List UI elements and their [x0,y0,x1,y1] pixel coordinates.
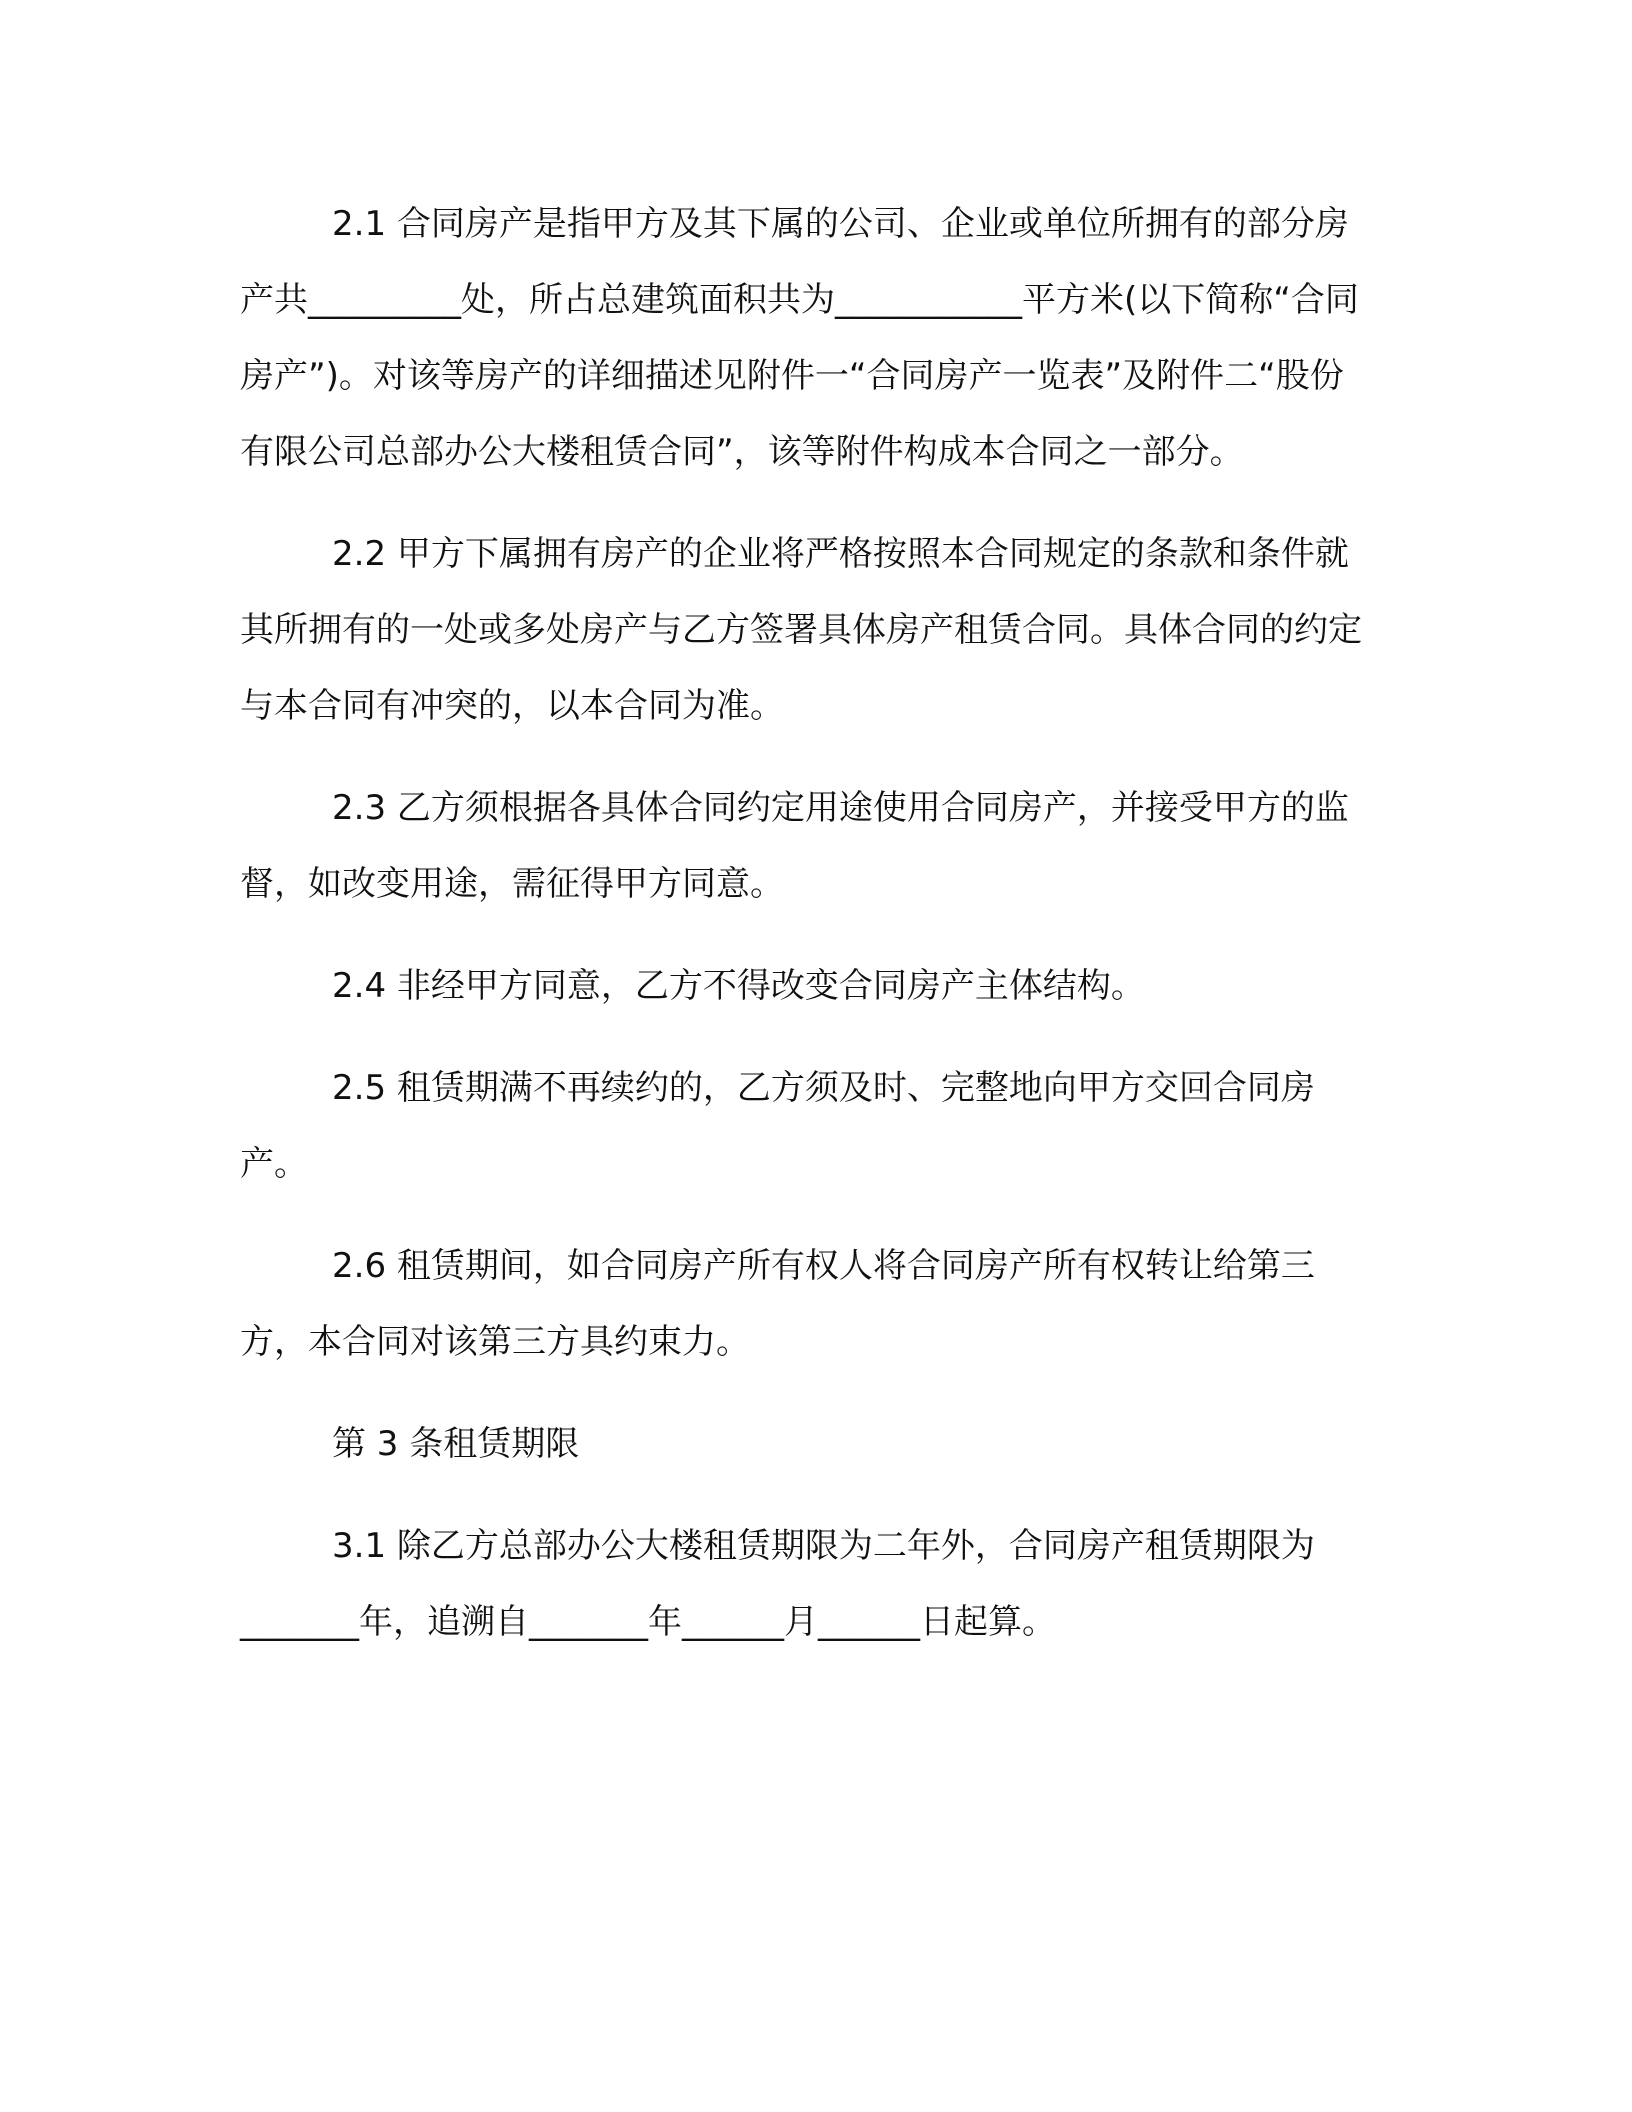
clause-2-4: 2.4 非经甲方同意，乙方不得改变合同房产主体结构。 [332,966,1145,1006]
clause-2-5: 2.5 租赁期满不再续约的，乙方须及时、完整地向甲方交回合同房产。 [240,1068,1315,1184]
clause-2-2: 2.2 甲方下属拥有房产的企业将严格按照本合同规定的条款和条件就其所拥有的一处或多处房产与乙方签署具体房产租赁合同。具体合同的约定与本合同有冲突的，以本合同为准。 [240,534,1362,726]
clause-2-6: 2.6 租赁期间，如合同房产所有权人将合同房产所有权转让给第三方，本合同对该第三方具约束力。 [240,1246,1315,1362]
clause-2-1: 2.1 合同房产是指甲方及其下属的公司、企业或单位所拥有的部分房产共_________处，所占总建筑面积共为___________平方米(以下简称“合同房产”)。对该等房产的详细描述见附件一“合同房产一览表”及附件二“股份有限公司总部办公大楼租赁合同”，该等附件构成本合同之一部分。 [240,204,1359,472]
article-3-heading: 第 3 条租赁期限 [332,1424,580,1464]
clause-2-3: 2.3 乙方须根据各具体合同约定用途使用合同房产，并接受甲方的监督，如改变用途，需征得甲方同意。 [240,788,1349,904]
contract-body [240,186,1370,1660]
clause-3-1: 3.1 除乙方总部办公大楼租赁期限为二年外，合同房产租赁期限为_______年，追溯自_______年______月______日起算。 [240,1526,1315,1642]
